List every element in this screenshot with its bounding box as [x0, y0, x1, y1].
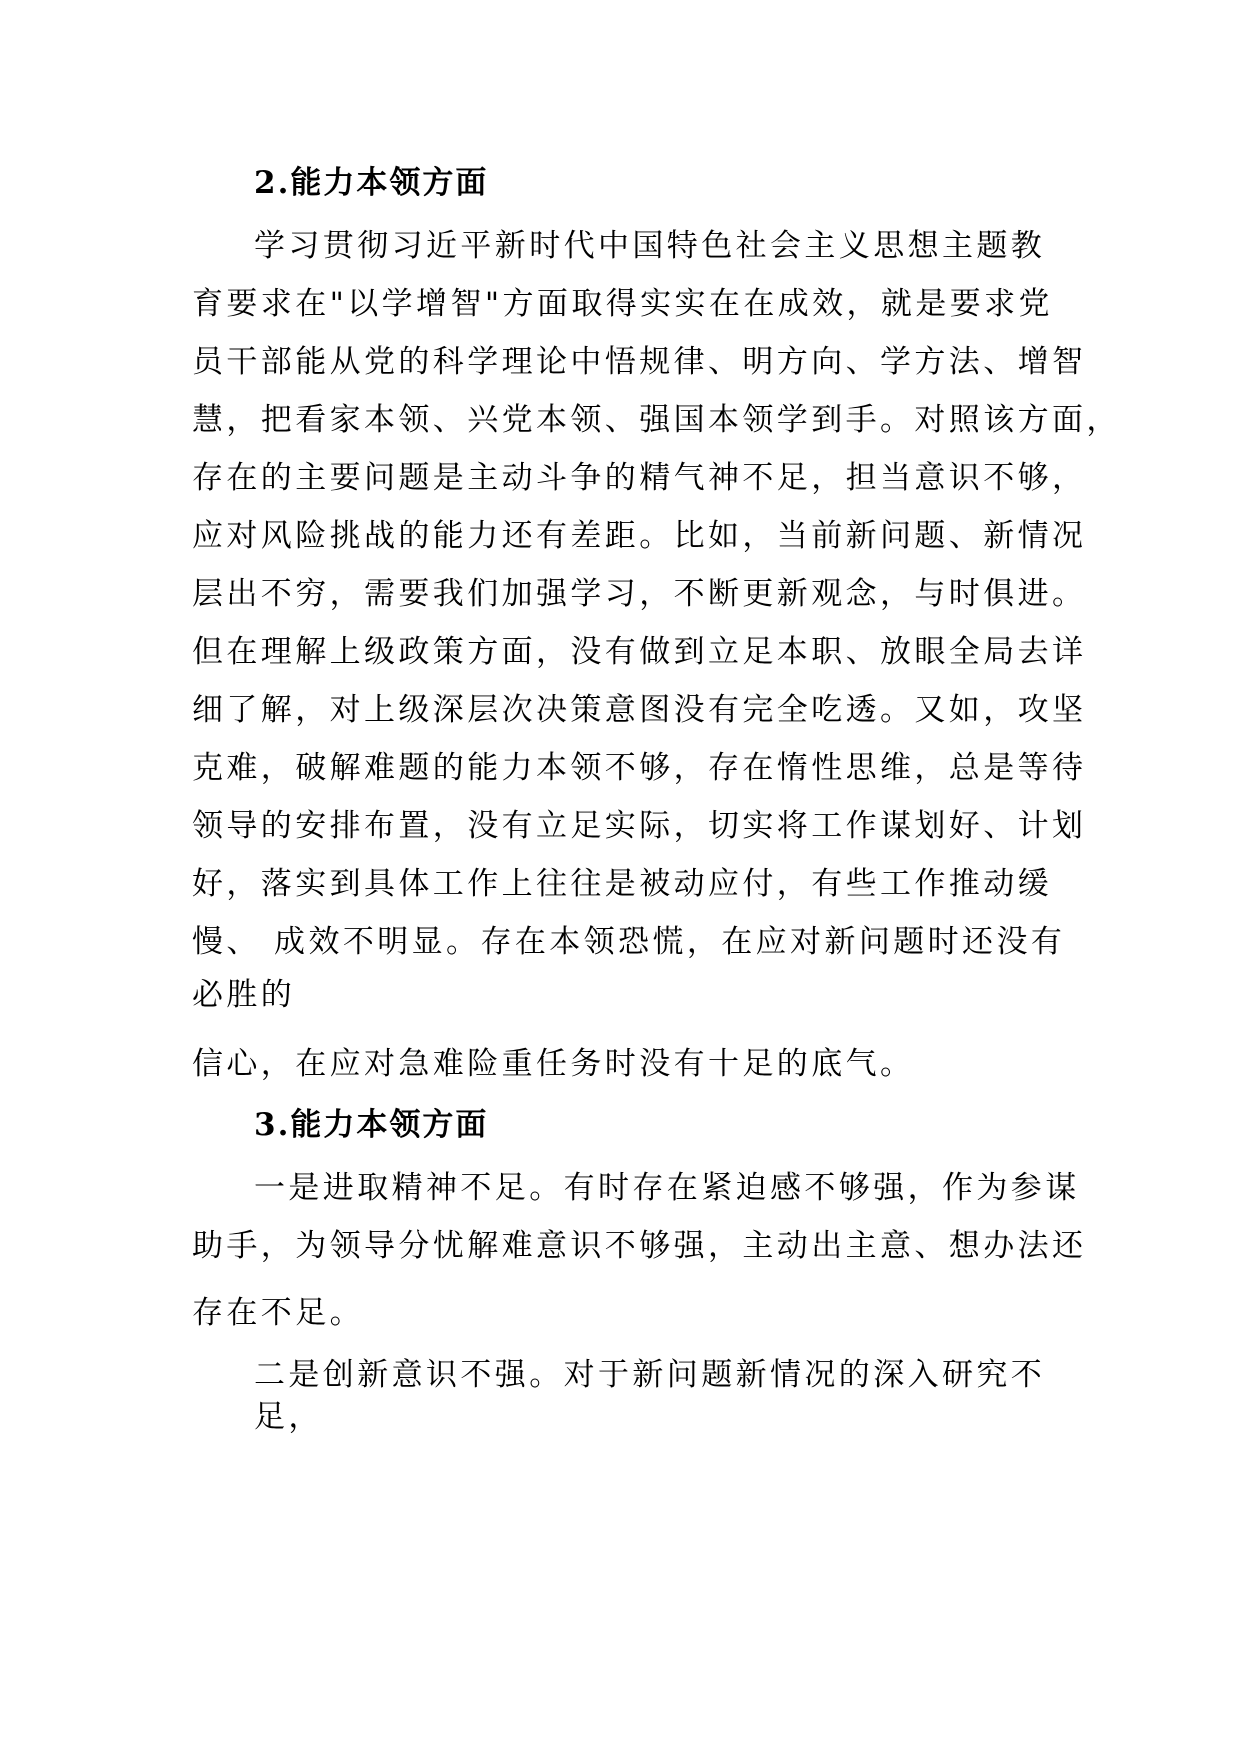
section-2-line: 学习贯彻习近平新时代中国特色社会主义思想主题教 [254, 228, 1046, 264]
section-2-line: 慢、 成效不明显。存在本领恐慌，在应对新问题时还没有 [192, 924, 1066, 960]
section-2-line: 领导的安排布置，没有立足实际，切实将工作谋划好、计划 [192, 808, 1087, 844]
section-2-line: 必胜的 [192, 977, 296, 1013]
section-2-line: 育要求在"以学增智"方面取得实实在在成效，就是要求党 [192, 286, 1053, 322]
section-2-line: 信心，在应对急难险重任务时没有十足的底气。 [192, 1046, 915, 1082]
section-2-line: 好，落实到具体工作上往往是被动应付，有些工作推动缓 [192, 866, 1052, 902]
section-2-line: 存在的主要问题是主动斗争的精气神不足，担当意识不够， [192, 460, 1087, 496]
section-2-line: 克难，破解难题的能力本领不够，存在惰性思维，总是等待 [192, 750, 1087, 786]
section-2-line: 员干部能从党的科学理论中悟规律、明方向、学方法、增智 [192, 344, 1087, 380]
section-2-line: 细了解，对上级深层次决策意图没有完全吃透。又如，攻坚 [192, 692, 1087, 728]
section-2-line: 但在理解上级政策方面，没有做到立足本职、放眼全局去详 [192, 634, 1087, 670]
section-2-line: 应对风险挑战的能力还有差距。比如，当前新问题、新情况 [192, 518, 1087, 554]
section-3-para2-line: 足， [254, 1399, 323, 1435]
section-3-para1-line: 助手，为领导分忧解难意识不够强，主动出主意、想办法还 [192, 1228, 1087, 1264]
section-2-line: 层出不穷，需要我们加强学习，不断更新观念，与时俱进。 [192, 576, 1087, 612]
section-3-para1-line: 一是进取精神不足。有时存在紧迫感不够强，作为参谋 [254, 1170, 1080, 1206]
section-3-para1-line: 存在不足。 [192, 1295, 364, 1331]
section-3-heading: 3.能力本领方面 [254, 1107, 489, 1143]
section-2-heading: 2.能力本领方面 [254, 165, 489, 201]
section-3-para2-line: 二是创新意识不强。对于新问题新情况的深入研究不 [254, 1357, 1046, 1393]
section-2-line: 慧，把看家本领、兴党本领、强国本领学到手。对照该方面， [192, 402, 1121, 438]
